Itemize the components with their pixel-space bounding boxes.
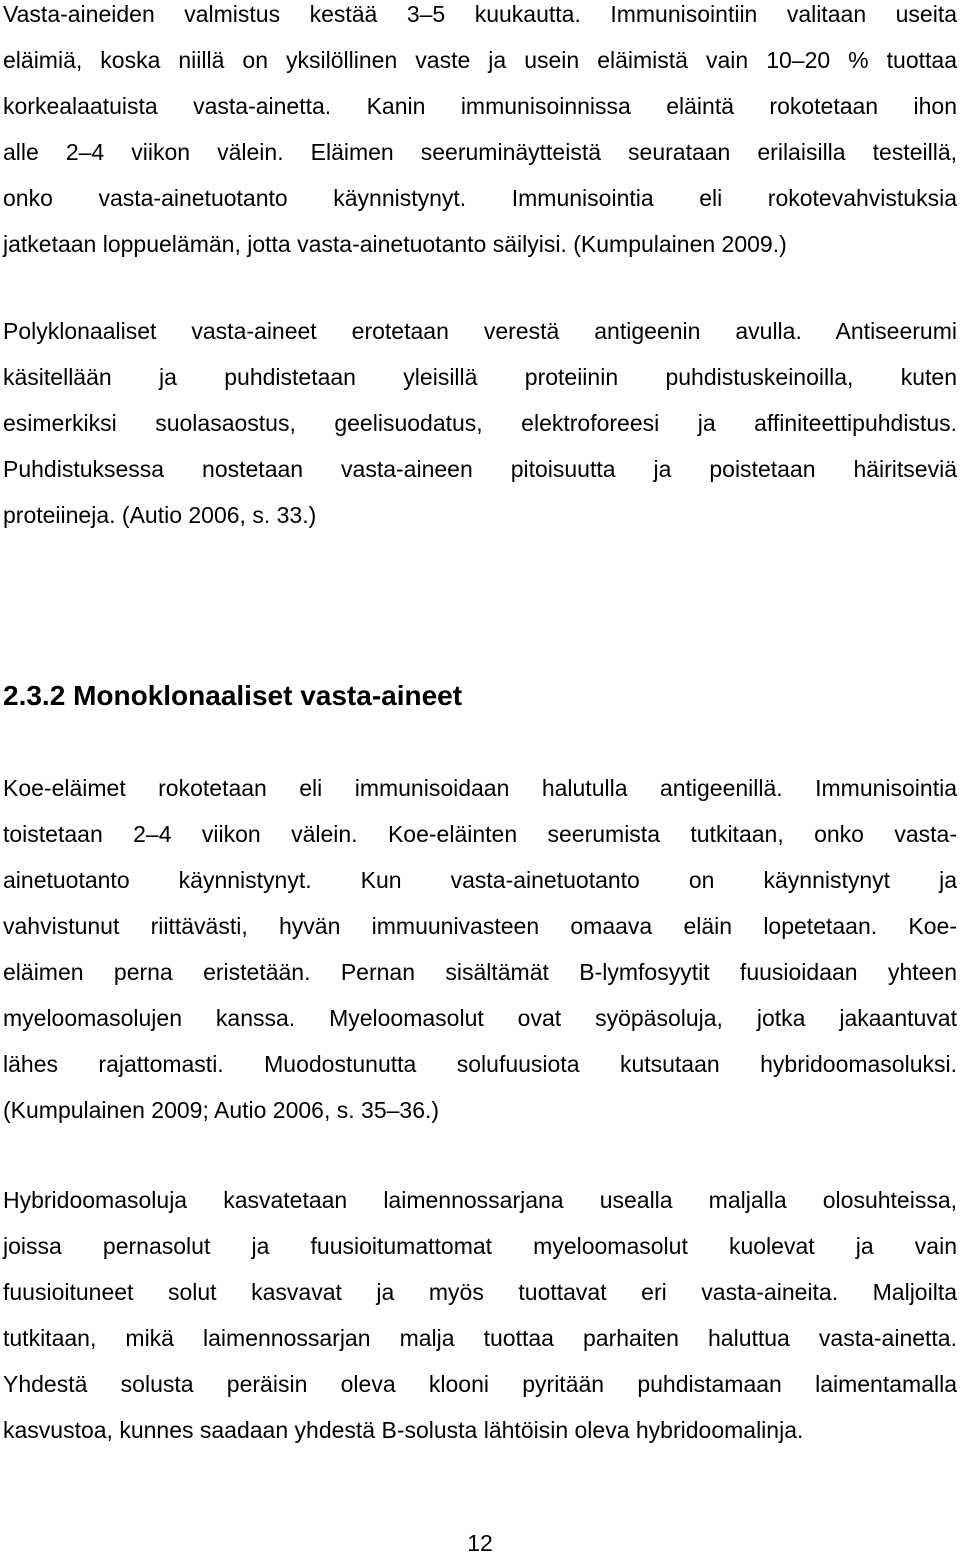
text-line: Yhdestä solusta peräisin oleva klooni pyritään puhdistamaan laimentamalla	[3, 1371, 957, 1397]
text-line: ainetuotanto käynnistynyt. Kun vasta-ainetuotanto on käynnistynyt ja	[3, 867, 957, 893]
text-line: korkealaatuista vasta-ainetta. Kanin immunisoinnissa eläintä rokotetaan ihon	[3, 93, 957, 119]
text-line: eläimen perna eristetään. Pernan sisältämät B-lymfosyytit fuusioidaan yhteen	[3, 959, 957, 985]
text-line: toistetaan 2–4 viikon välein. Koe-eläinten seerumista tutkitaan, onko vasta-	[3, 821, 957, 847]
text-line: eläimiä, koska niillä on yksilöllinen vaste ja usein eläimistä vain 10–20 % tuottaa	[3, 47, 957, 73]
text-line: Vasta-aineiden valmistus kestää 3–5 kuukautta. Immunisointiin valitaan useita	[3, 1, 957, 27]
text-line: Polyklonaaliset vasta-aineet erotetaan verestä antigeenin avulla. Antiseerumi	[3, 318, 957, 344]
text-line: joissa pernasolut ja fuusioitumattomat myeloomasolut kuolevat ja vain	[3, 1233, 957, 1259]
section-heading	[3, 674, 462, 718]
text-line: fuusioituneet solut kasvavat ja myös tuottavat eri vasta-aineita. Maljoilta	[3, 1279, 957, 1305]
paragraph-polyclonal-purification	[3, 308, 957, 538]
paragraph-monoclonal-production	[3, 765, 957, 1133]
text-line: Puhdistuksessa nostetaan vasta-aineen pitoisuutta ja poistetaan häiritseviä	[3, 456, 957, 482]
text-line: myeloomasolujen kanssa. Myeloomasolut ovat syöpäsoluja, jotka jakaantuvat	[3, 1005, 957, 1031]
text-line: Hybridoomasoluja kasvatetaan laimennossarjana usealla maljalla olosuhteissa,	[3, 1187, 957, 1213]
page-number: 12	[467, 1530, 493, 1556]
paragraph-immunization	[3, 0, 957, 267]
paragraph-hybridoma-culture	[3, 1177, 957, 1453]
text-line: lähes rajattomasti. Muodostunutta solufuusiota kutsutaan hybridoomasoluksi.	[3, 1051, 957, 1077]
text-line: alle 2–4 viikon välein. Eläimen seeruminäytteistä seurataan erilaisilla testeillä,	[3, 139, 957, 165]
section-number: 2.3.2	[3, 680, 66, 711]
text-line: (Kumpulainen 2009; Autio 2006, s. 35–36.)	[3, 1097, 440, 1123]
text-line: käsitellään ja puhdistetaan yleisillä proteiinin puhdistuskeinoilla, kuten	[3, 364, 957, 390]
text-line: esimerkiksi suolasaostus, geelisuodatus, elektroforeesi ja affiniteettipuhdistus.	[3, 410, 957, 436]
text-line: jatketaan loppuelämän, jotta vasta-ainetuotanto säilyisi. (Kumpulainen 2009.)	[3, 231, 787, 257]
text-line: proteiineja. (Autio 2006, s. 33.)	[3, 502, 317, 528]
text-line: vahvistunut riittävästi, hyvän immuunivasteen omaava eläin lopetetaan. Koe-	[3, 913, 957, 939]
section-title: Monoklonaaliset vasta-aineet	[73, 680, 463, 711]
text-line: Koe-eläimet rokotetaan eli immunisoidaan halutulla antigeenillä. Immunisointia	[3, 775, 957, 801]
text-line: kasvustoa, kunnes saadaan yhdestä B-solusta lähtöisin oleva hybridoomalinja.	[3, 1417, 804, 1443]
text-line: tutkitaan, mikä laimennossarjan malja tuottaa parhaiten haluttua vasta-ainetta.	[3, 1325, 957, 1351]
text-line: onko vasta-ainetuotanto käynnistynyt. Immunisointia eli rokotevahvistuksia	[3, 185, 957, 211]
